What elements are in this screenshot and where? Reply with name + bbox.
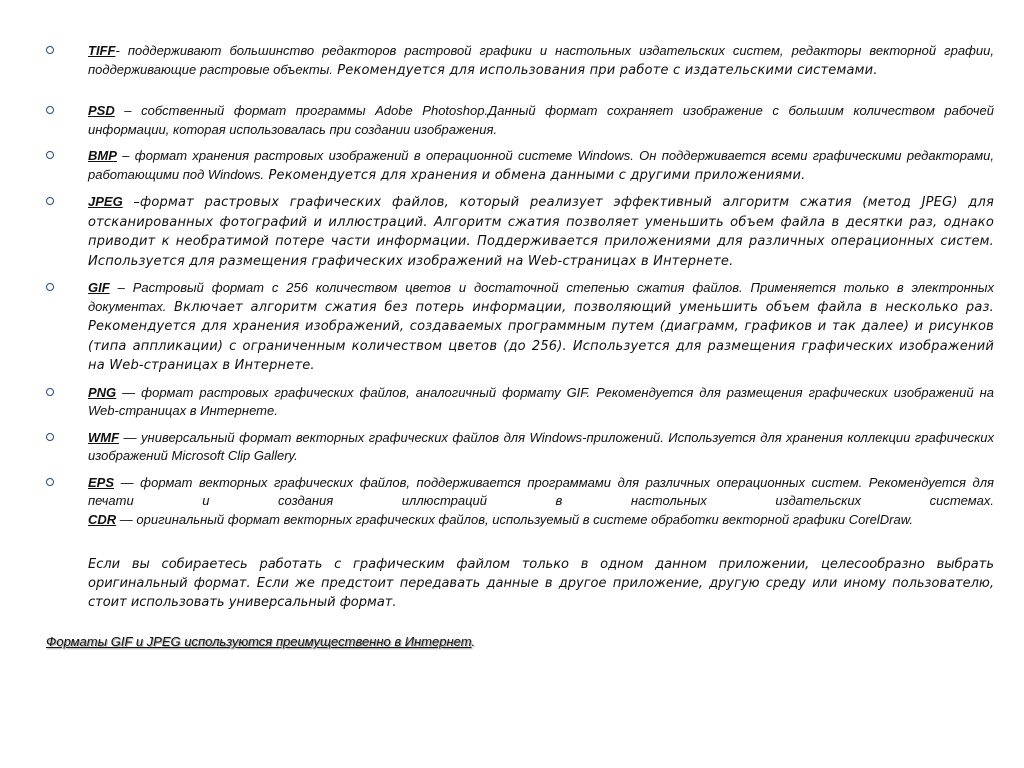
bullet-icon	[46, 106, 54, 114]
format-recommend-tiff: Рекомендуется для использования при работе с издательскими системами.	[332, 62, 878, 78]
format-name-bmp: BMP	[88, 148, 117, 163]
format-list	[46, 42, 994, 620]
list-item-png	[46, 384, 994, 421]
format-name-gif: GIF	[88, 280, 110, 295]
bullet-icon	[46, 46, 54, 54]
eps-paragraph	[88, 474, 994, 511]
list-item-bmp	[46, 147, 994, 185]
format-name-jpeg: JPEG	[88, 194, 123, 209]
format-recommend-bmp: Рекомендуется для хранения и обмена данными с другими приложениями.	[264, 167, 806, 183]
footer-note-period: .	[471, 634, 476, 649]
bullet-icon	[46, 388, 54, 396]
format-name-tiff: TIFF	[88, 43, 116, 58]
bullet-icon	[46, 197, 54, 205]
list-item-tiff	[46, 42, 994, 80]
bullet-icon	[46, 478, 54, 486]
format-name-wmf: WMF	[88, 429, 120, 445]
format-desc-psd: – собственный формат программы Adobe Photoshop.Данный формат сохраняет изображение с большим количеством рабочей информации, которая использовалась при создании изображения.	[88, 103, 994, 137]
format-desc-jpeg: –формат растровых графических файлов, который реализует эффективный алгоритм сжатия (метод JPEG) для отсканированных фотографий и иллюстраций. Алгоритм сжатия позволяет уменьшить объем файла в десятки раз, однако приводит к необратимой потере части информации. Поддерживается приложениями для различных операционных систем. Используется для размещения графических изображений на Web-страницах в Интернете.	[88, 195, 994, 269]
list-item-wmf	[46, 429, 994, 466]
format-name-eps: EPS	[88, 474, 115, 490]
bullet-icon	[46, 433, 54, 441]
bullet-icon	[46, 283, 54, 291]
bullet-icon	[46, 151, 54, 159]
format-name-psd: PSD	[88, 103, 115, 118]
format-name-png: PNG	[88, 384, 117, 400]
footer-note-text: Форматы GIF и JPEG используются преимущественно в Интернет	[46, 634, 472, 649]
format-desc-tiff: - поддерживают большинство редакторов растровой графики и настольных издательских систем, редакторы векторной графии, поддерживающие растровые объекты.	[88, 43, 994, 77]
list-item-gif	[46, 279, 994, 376]
format-desc-bmp: – формат хранения растровых изображений в операционной системе Windows. Он поддерживается всеми графическими редакторами, работающими под Windows.	[88, 148, 994, 182]
format-name-cdr: CDR	[88, 511, 117, 527]
format-recommend-gif: Включает алгоритм сжатия без потерь информации, позволяющий уменьшить объем файла в несколько раз. Рекомендуется для хранения изображений, создаваемых программным путем (диаграмм, графиков и так далее) и рисунков (типа аппликации) с ограниченным количеством цветов (до 256). Используется для размещения графических изображений на Web-страницах в Интернете.	[88, 299, 994, 373]
format-desc-png: — формат растровых графических файлов, аналогичный формату GIF. Рекомендуется для размещения графических изображений на Web-страницах в Интернете.	[88, 384, 994, 418]
list-item-eps	[46, 474, 994, 613]
list-item-psd	[46, 102, 994, 139]
format-desc-gif: – Растровый формат с 256 количеством цветов и достаточной степенью сжатия файлов. Применяется только в электронных документах.	[88, 280, 994, 314]
cdr-paragraph	[88, 512, 913, 527]
format-desc-wmf: — универсальный формат векторных графических файлов для Windows-приложений. Используется для хранения коллекции графических изображений Microsoft Clip Gallery.	[88, 429, 994, 463]
list-item-jpeg	[46, 193, 994, 271]
footer-note	[46, 634, 475, 649]
format-desc-cdr: — оригинальный формат векторных графических файлов, используемый в системе обработки векторной графики CorelDraw.	[116, 511, 914, 527]
advice-paragraph: Если вы собираетесь работать с графическим файлом только в одном данном приложении, целесообразно выбрать оригинальный формат. Если же предстоит передавать данные в другое приложение, другую среду или иному пользователю, стоит использовать универсальный формат.	[88, 557, 994, 610]
format-desc-eps: — формат векторных графических файлов, поддерживается программами для различных операционных систем. Рекомендуется для печати и создания иллюстраций в настольных издательских системах.	[88, 474, 994, 508]
